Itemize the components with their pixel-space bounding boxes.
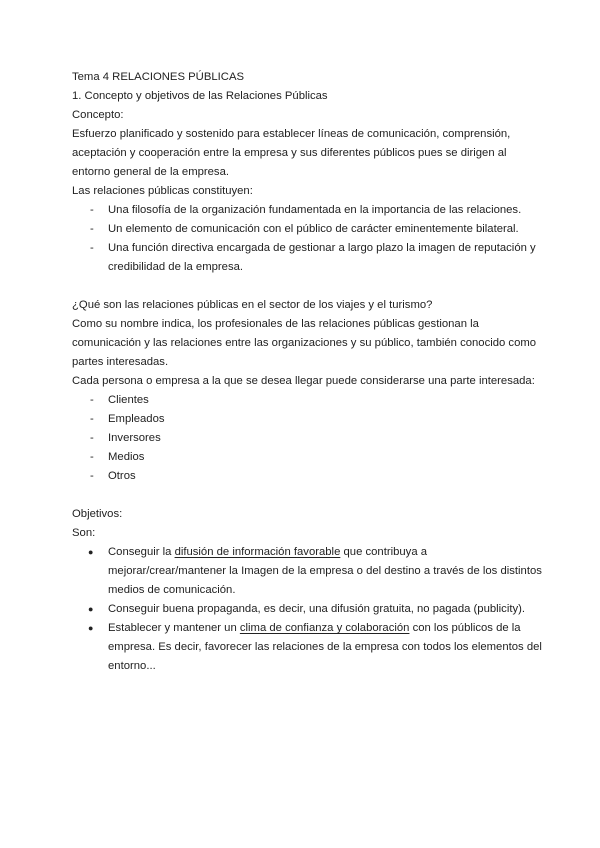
list-item (72, 410, 542, 429)
list-item (72, 448, 542, 467)
dash-marker: - (90, 394, 94, 406)
list-item-text: Una filosofía de la organización fundamentada en la importancia de las relaciones. (108, 204, 522, 216)
list-item (72, 201, 542, 220)
concepto-label: Concepto: (72, 109, 124, 121)
list-item-text: Medios (108, 451, 145, 463)
bullet-marker: ● (88, 623, 94, 633)
list-item-text: Una función directiva encargada de gestionar a largo plazo la imagen de reputación y credibilidad de la empresa. (108, 242, 536, 273)
interesada-intro: Cada persona o empresa a la que se desea llegar puede considerarse una parte interesada: (72, 375, 535, 387)
son-label: Son: (72, 527, 96, 539)
underlined-phrase: difusión de información favorable (174, 546, 341, 558)
bullet-marker: ● (88, 604, 94, 614)
list-item (72, 391, 542, 410)
dash-marker: - (90, 204, 94, 216)
objetivos-label: Objetivos: (72, 508, 123, 520)
list-item (72, 239, 542, 277)
bullet-marker: ● (88, 547, 94, 557)
item-text: Conseguir la (108, 546, 175, 558)
item-text: Conseguir buena propaganda, es decir, una difusión gratuita, no pagada (publicity). (108, 603, 526, 615)
list-item-text: Clientes (108, 394, 149, 406)
question-answer: Como su nombre indica, los profesionales de las relaciones públicas gestionan la comunicación y las relaciones entre las organizaciones y su público, también conocido como partes interesadas. (72, 318, 537, 368)
dash-marker: - (90, 413, 94, 425)
item-text: que contribuya a mejorar/crear/mantener la Imagen de la empresa o del destino a través de los distintos medios de comunicación. (108, 546, 542, 596)
spacer (72, 486, 542, 505)
document-page (72, 68, 542, 676)
item-text: con los públicos de la empresa. Es decir, favorecer las relaciones de la empresa con todos los elementos del entorno... (108, 622, 542, 672)
list-item (72, 619, 542, 676)
list-item-text: Otros (108, 470, 136, 482)
objetivos-list (72, 543, 542, 676)
list-item (72, 429, 542, 448)
list-item (72, 543, 542, 600)
dash-marker: - (90, 242, 94, 254)
list-item (72, 467, 542, 486)
list-item (72, 220, 542, 239)
question-heading: ¿Qué son las relaciones públicas en el sector de los viajes y el turismo? (72, 299, 433, 311)
list-item-text: Un elemento de comunicación con el público de carácter eminentemente bilateral. (108, 223, 519, 235)
list-item-text: Inversores (108, 432, 161, 444)
underlined-phrase: clima de confianza y colaboración (239, 622, 410, 634)
item-text: Establecer y mantener un (108, 622, 240, 634)
constituyen-list (72, 201, 542, 277)
dash-marker: - (90, 432, 94, 444)
concepto-paragraph: Esfuerzo planificado y sostenido para establecer líneas de comunicación, comprensión, aceptación y cooperación entre la empresa y sus diferentes públicos pues se dirigen al entorno general de la empresa. (72, 128, 511, 178)
spacer (72, 277, 542, 296)
dash-marker: - (90, 223, 94, 235)
list-item-text: Empleados (108, 413, 165, 425)
list-item (72, 600, 542, 619)
constituyen-intro: Las relaciones públicas constituyen: (72, 185, 253, 197)
section-heading: 1. Concepto y objetivos de las Relaciones Públicas (72, 90, 328, 102)
interesadas-list (72, 391, 542, 486)
document-title: Tema 4 RELACIONES PÚBLICAS (72, 71, 245, 83)
dash-marker: - (90, 451, 94, 463)
dash-marker: - (90, 470, 94, 482)
